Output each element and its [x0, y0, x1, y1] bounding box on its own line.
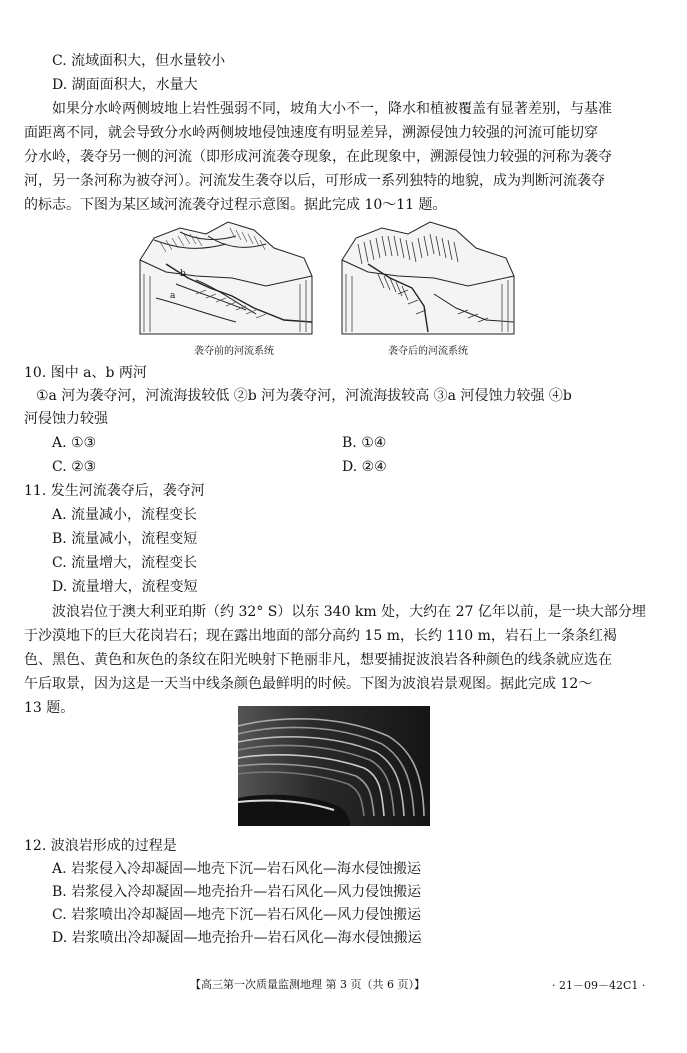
caption-after: 袭夺后的河流系统 [388, 346, 468, 357]
q11-stem: 11. 发生河流袭夺后，袭夺河 [24, 483, 205, 499]
q12-option-c: C. 岩浆喷出冷却凝固—地壳下沉—岩石风化—风力侵蚀搬运 [52, 907, 422, 923]
q11-option-c: C. 流量增大，流程变长 [52, 555, 198, 571]
q10-stem: 10. 图中 a、b 两河 [24, 365, 147, 381]
wave-rock-photo [238, 706, 430, 826]
caption-before: 袭夺前的河流系统 [194, 346, 274, 357]
intro2-line: 午后取景，因为这是一天当中线条颜色最鲜明的时候。下图为波浪岩景观图。据此完成 12～ [24, 676, 593, 692]
q12-option-a: A. 岩浆侵入冷却凝固—地壳下沉—岩石风化—海水侵蚀搬运 [52, 861, 422, 877]
intro1-line: 如果分水岭两侧坡地上岩性强弱不同，坡角大小不一，降水和植被覆盖有显著差别，与基准 [52, 101, 612, 117]
q10-statements-cont: 河侵蚀力较强 [24, 411, 108, 427]
page-footer: 【高三第一次质量监测地理 第 3 页（共 6 页）】 [190, 978, 425, 991]
q10-option-a: A. ①③ [52, 435, 97, 451]
q11-option-d: D. 流量增大，流程变短 [52, 579, 198, 595]
block-diagram-before [140, 222, 312, 334]
q12-stem: 12. 波浪岩形成的过程是 [24, 838, 177, 854]
intro2-line: 色、黑色、黄色和灰色的条纹在阳光映射下艳丽非凡，想要捕捉波浪岩各种颜色的线条就应选在 [24, 652, 612, 668]
document-code: · 21－09－42C1 · [552, 979, 646, 992]
intro2-line: 于沙漠地下的巨大花岗岩石；现在露出地面的部分高约 15 m，长约 110 m，岩石上一条条红褐 [24, 628, 617, 644]
q12-option-b: B. 岩浆侵入冷却凝固—地壳抬升—岩石风化—风力侵蚀搬运 [52, 884, 422, 900]
intro2-line: 13 题。 [24, 700, 75, 716]
q12-option-d: D. 岩浆喷出冷却凝固—地壳抬升—岩石风化—海水侵蚀搬运 [52, 930, 422, 946]
block-diagram-after [342, 222, 514, 334]
river-label-b: b [180, 269, 186, 279]
q9-option-c: C. 流域面积大，但水量较小 [52, 53, 226, 69]
wave-rock-image [238, 706, 430, 826]
intro1-line: 面距离不同，就会导致分水岭两侧坡地侵蚀速度有明显差异，溯源侵蚀力较强的河流可能切穿 [24, 125, 598, 141]
river-capture-diagrams [136, 214, 518, 360]
intro1-line: 的标志。下图为某区域河流袭夺过程示意图。据此完成 10～11 题。 [24, 197, 447, 213]
intro2-line: 波浪岩位于澳大利亚珀斯（约 32° S）以东 340 km 处，大约在 27 亿年以前，是一块大部分埋 [52, 604, 646, 620]
q9-option-d: D. 湖面面积大，水量大 [52, 77, 198, 93]
q11-option-a: A. 流量减小，流程变长 [52, 507, 198, 523]
q11-option-b: B. 流量减小，流程变短 [52, 531, 198, 547]
q10-option-b: B. ①④ [342, 435, 387, 451]
q10-option-c: C. ②③ [52, 459, 97, 475]
q10-option-d: D. ②④ [342, 459, 387, 475]
q10-statements: ①a 河为袭夺河，河流海拔较低 ②b 河为袭夺河，河流海拔较高 ③a 河侵蚀力较强 ④b [36, 388, 572, 404]
intro1-line: 分水岭，袭夺另一侧的河流（即形成河流袭夺现象，在此现象中，溯源侵蚀力较强的河称为袭夺 [24, 149, 612, 165]
intro1-line: 河，另一条河称为被夺河）。河流发生袭夺以后，可形成一系列独特的地貌，成为判断河流袭夺 [24, 173, 605, 189]
river-capture-figure [136, 214, 518, 360]
river-label-a: a [170, 291, 176, 301]
